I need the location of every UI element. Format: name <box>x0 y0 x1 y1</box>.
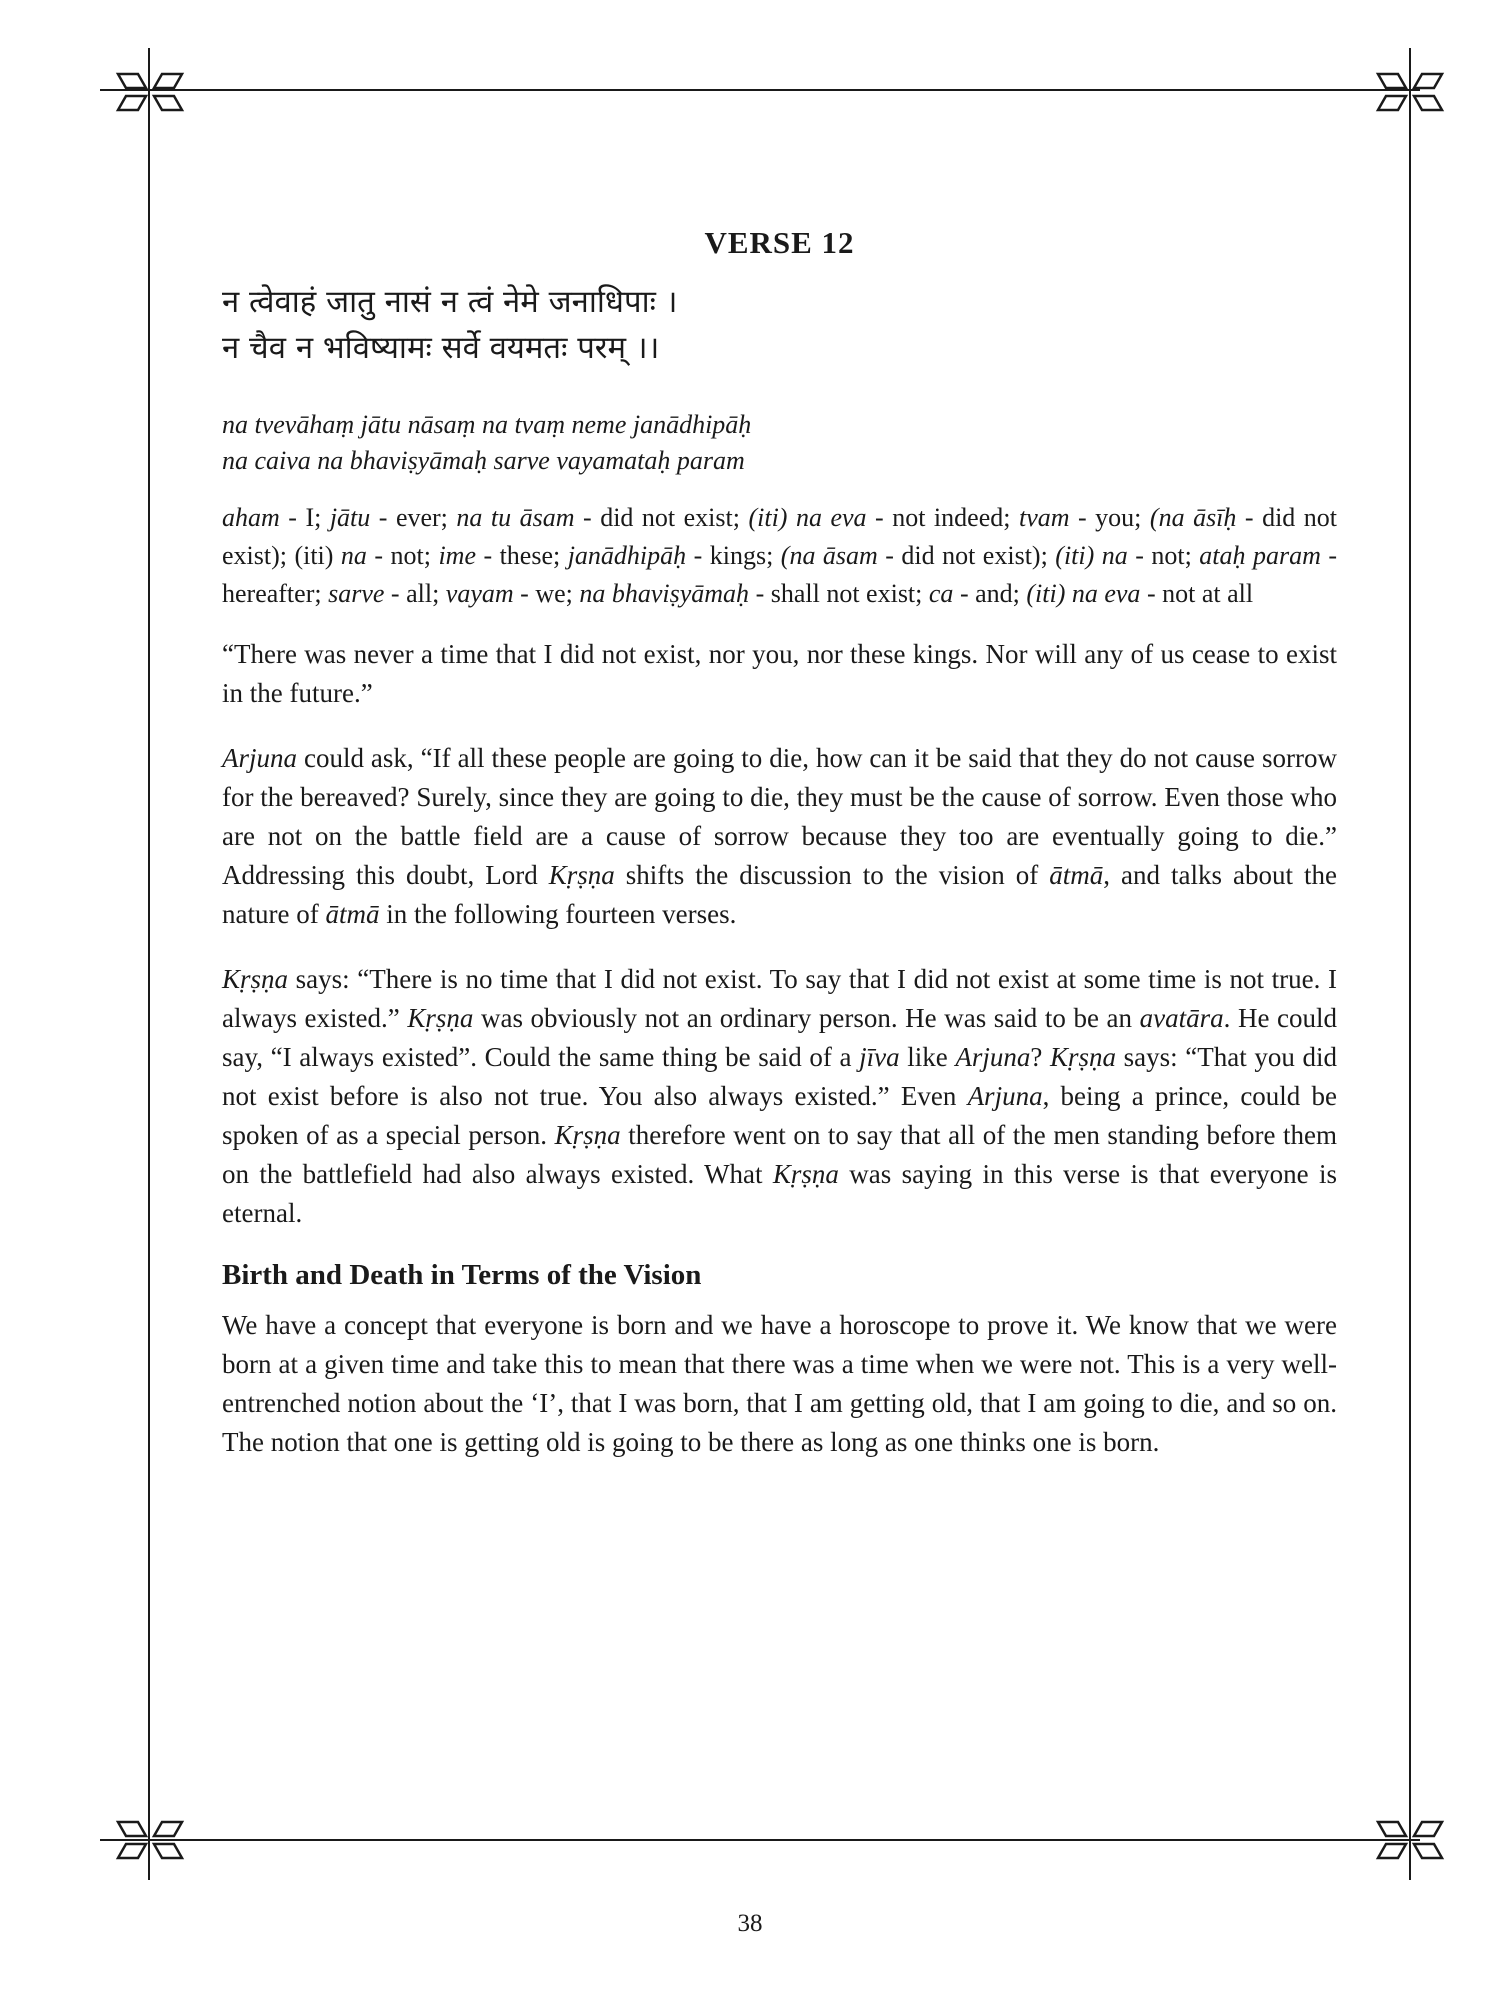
italic-term: na <box>340 541 367 570</box>
translation-paragraph <box>222 635 1337 713</box>
section-paragraph: We have a concept that everyone is born and we have a horoscope to prove it. We know that we were born at a given time and take this to mean that there was a time when we were not. This is a very well-entrenched notion about the ‘I’, that I was born, that I am getting old, that I am going to die, and so on. The notion that one is getting old is going to be there as long as one thinks one is born. <box>222 1310 1337 1457</box>
italic-term: jīva <box>859 1042 900 1072</box>
text-run: . He could say, “I always existed”. Could the same thing be said of a <box>222 1003 1337 1072</box>
italic-term: janādhipāḥ <box>567 541 687 570</box>
frame-bottom-line <box>100 1839 1420 1841</box>
corner-ornament-bottom-right <box>1370 1800 1450 1880</box>
text-run: says: “There is no time that I did not exist. To say that I did not exist at some time is not true. I always existed.” <box>222 964 1337 1033</box>
frame-right-line <box>1409 48 1411 1880</box>
text-run: therefore went on to say that all of the men standing before them on the battlefield had also always existed. What <box>222 1120 1337 1189</box>
text-run: like <box>899 1042 956 1072</box>
sanskrit-line: न त्वेवाहं जातु नासं न त्वं नेमे जनाधिपाः । <box>222 284 678 320</box>
text-run: - ever; <box>370 503 457 532</box>
italic-term: aham <box>222 503 280 532</box>
italic-term: jātu <box>329 503 371 532</box>
italic-term: (iti) na eva <box>748 503 867 532</box>
section-heading: Birth and Death in Terms of the Vision <box>222 1259 702 1291</box>
text-run: - we; <box>513 579 580 608</box>
verse-title: VERSE 12 <box>704 225 855 260</box>
transliteration-line: na caiva na bhaviṣyāmaḥ sarve vayamataḥ param <box>222 446 745 475</box>
italic-term: ataḥ param <box>1199 541 1321 570</box>
sanskrit-verse <box>222 279 1337 371</box>
text-run: - you; <box>1069 503 1150 532</box>
text-run: - shall not exist; <box>749 579 929 608</box>
text-run: - not; <box>1127 541 1200 570</box>
text-run: “There was never a time that I did not exist, nor you, nor these kings. Nor will any of us cease to exist in the future.” <box>222 639 1337 708</box>
transliteration-line: na tvevāhaṃ jātu nāsaṃ na tvaṃ neme janādhipāḥ <box>222 410 752 439</box>
italic-term: sarve <box>328 579 385 608</box>
italic-term: (iti) na eva <box>1026 579 1141 608</box>
italic-term: na bhaviṣyāmaḥ <box>579 579 750 608</box>
text-run: - not indeed; <box>866 503 1019 532</box>
word-meaning-gloss <box>222 499 1337 613</box>
text-run: - and; <box>953 579 1027 608</box>
italic-term: (na āsam <box>780 541 878 570</box>
page-number: 38 <box>737 1910 763 1937</box>
text-run: in the following fourteen verses. <box>379 899 737 929</box>
page-content <box>222 215 1337 1488</box>
text-run: - all; <box>384 579 446 608</box>
italic-term: (iti) na <box>1055 541 1128 570</box>
frame-left-line <box>148 48 150 1880</box>
text-run: - did not exist; <box>574 503 749 532</box>
text-run: ? <box>1030 1042 1050 1072</box>
italic-term: Kṛṣṇa <box>554 1120 621 1150</box>
sanskrit-line: न चैव न भविष्यामः सर्वे वयमतः परम् ।। <box>222 330 660 366</box>
text-run: was saying in this verse is that everyone is eternal. <box>222 1159 1337 1228</box>
text-run: shifts the discussion to the vision of <box>614 860 1050 890</box>
italic-term: Arjuna <box>967 1081 1043 1111</box>
italic-term: vayam <box>445 579 514 608</box>
text-run: was obviously not an ordinary person. He was said to be an <box>473 1003 1140 1033</box>
corner-ornament-top-right <box>1370 52 1450 132</box>
corner-ornament-top-left <box>110 52 190 132</box>
italic-term: Kṛṣṇa <box>407 1003 474 1033</box>
text-run: - hereafter; <box>222 541 1337 608</box>
italic-term: ātmā <box>325 899 380 929</box>
italic-term: Arjuna <box>955 1042 1031 1072</box>
commentary-paragraph <box>222 960 1337 1233</box>
transliteration <box>222 407 1337 479</box>
text-run: - these; <box>475 541 568 570</box>
italic-term: ātmā <box>1049 860 1104 890</box>
text-run: - did not exist); (iti) <box>222 503 1338 570</box>
text-run: - I; <box>279 503 330 532</box>
italic-term: ime <box>438 541 476 570</box>
text-run: could ask, “If all these people are going to die, how can it be said that they do not cause sorrow for the bereaved? Surely, since they are going to die, they must be the cause of sorrow. Even those who are not on the battle field are a cause of sorrow because they too are eventually going to die.” Addressing this doubt, Lord <box>222 743 1337 890</box>
italic-term: ca <box>928 579 954 608</box>
text-run: - not; <box>366 541 439 570</box>
commentary-paragraph <box>222 739 1337 934</box>
italic-term: Kṛṣṇa <box>1050 1042 1117 1072</box>
italic-term: Arjuna <box>222 743 298 773</box>
italic-term: Kṛṣṇa <box>222 964 289 994</box>
text-run: says: “That you did not exist before is also not true. You also always existed.” Even <box>222 1042 1338 1111</box>
frame-top-line <box>100 89 1420 91</box>
text-run: , being a prince, could be spoken of as a special person. <box>222 1081 1337 1150</box>
italic-term: na tu āsam <box>456 503 575 532</box>
italic-term: avatāra <box>1139 1003 1224 1033</box>
text-run: , and talks about the nature of <box>222 860 1337 929</box>
text-run: - kings; <box>686 541 781 570</box>
italic-term: Kṛṣṇa <box>772 1159 839 1189</box>
text-run: - did not exist); <box>877 541 1056 570</box>
corner-ornament-bottom-left <box>110 1800 190 1880</box>
italic-term: (na āsīḥ <box>1149 503 1237 532</box>
italic-term: Kṛṣṇa <box>548 860 615 890</box>
italic-term: tvam <box>1018 503 1070 532</box>
text-run: - not at all <box>1140 579 1254 608</box>
